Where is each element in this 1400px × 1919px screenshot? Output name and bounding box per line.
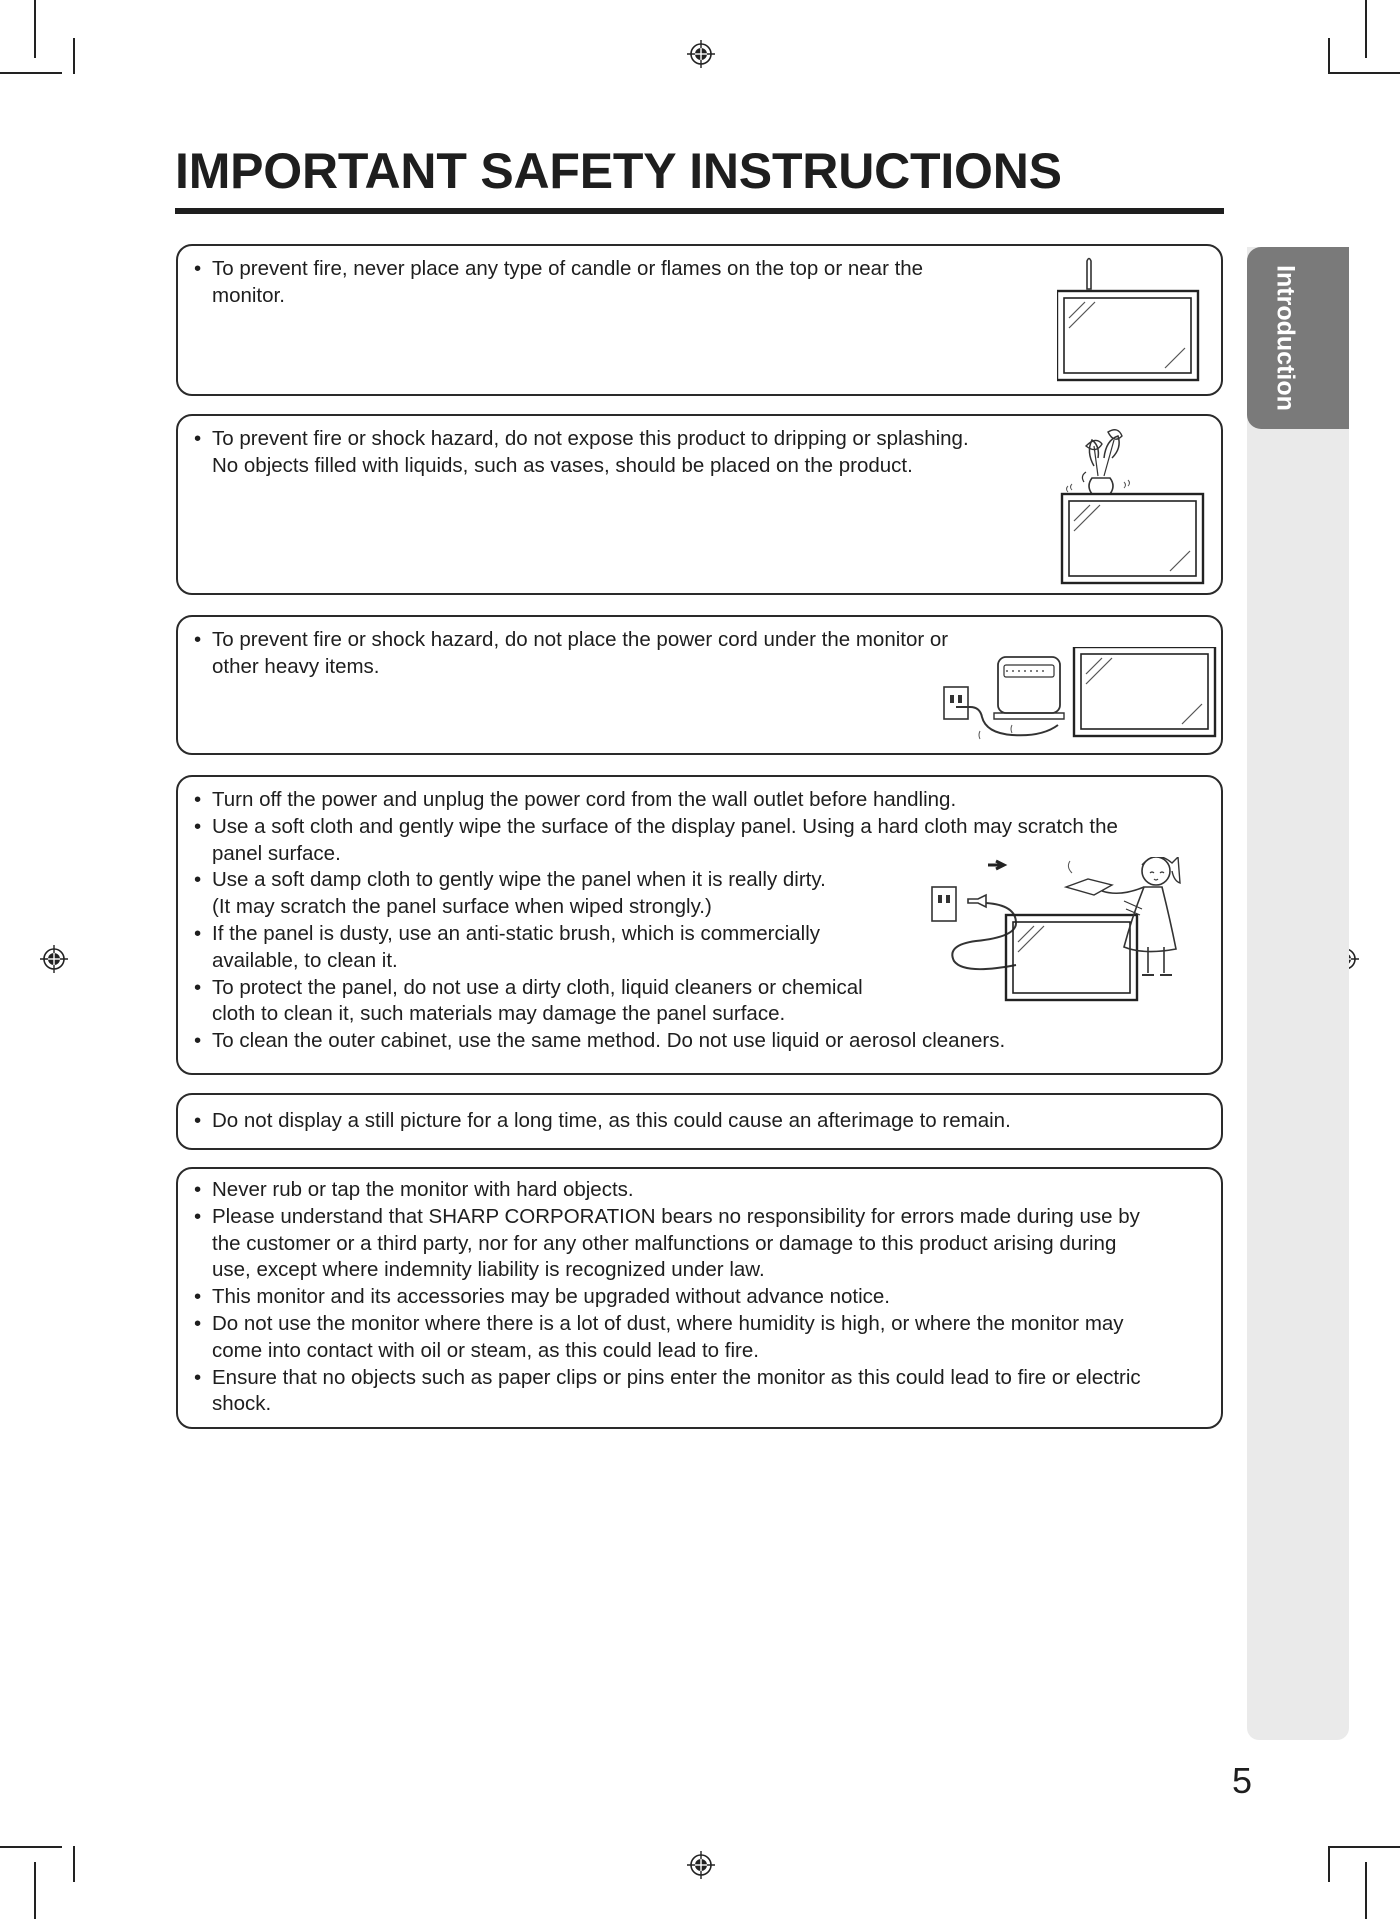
crop-mark bbox=[34, 0, 36, 58]
bullet-item bbox=[190, 1365, 1141, 1419]
instruction-box bbox=[176, 1167, 1223, 1429]
bullet-list bbox=[190, 627, 948, 681]
text-line: cloth to clean it, such materials may damage the panel surface. bbox=[212, 1002, 786, 1026]
bullet-item bbox=[190, 1108, 1011, 1135]
text-line: • To prevent fire or shock hazard, do not expose this product to dripping or splashing. bbox=[212, 427, 969, 450]
text-line: • To prevent fire or shock hazard, do not place the power cord under the monitor or bbox=[212, 628, 949, 651]
bullet-item bbox=[190, 1204, 1141, 1284]
text-line: • To protect the panel, do not use a dirty cloth, liquid cleaners or chemical bbox=[212, 975, 863, 999]
vase-on-monitor-icon bbox=[1046, 426, 1221, 591]
text-line: • Use a soft damp cloth to gently wipe the panel when it is really dirty. bbox=[212, 868, 826, 892]
bullet-item bbox=[190, 256, 923, 310]
crop-mark bbox=[73, 38, 75, 74]
section-tab-label: Introduction bbox=[1271, 265, 1300, 411]
registration-mark-icon bbox=[39, 944, 69, 974]
instruction-box bbox=[176, 244, 1223, 396]
text-line: No objects filled with liquids, such as vases, should be placed on the product. bbox=[212, 453, 913, 477]
woman-cleaning-monitor-icon bbox=[926, 857, 1211, 1007]
text-line: come into contact with oil or steam, as this could lead to fire. bbox=[212, 1338, 759, 1362]
crop-mark bbox=[1328, 1846, 1330, 1882]
text-line: • To prevent fire, never place any type of candle or flames on the top or near the bbox=[212, 257, 924, 280]
crop-mark bbox=[73, 1846, 75, 1882]
text-line: other heavy items. bbox=[212, 654, 380, 678]
text-line: shock. bbox=[212, 1392, 272, 1416]
text-line: • Never rub or tap the monitor with hard objects. bbox=[212, 1178, 634, 1201]
page-title: IMPORTANT SAFETY INSTRUCTIONS bbox=[175, 143, 1062, 199]
crop-mark bbox=[34, 1862, 36, 1919]
registration-mark-icon bbox=[686, 1850, 716, 1880]
text-line: • This monitor and its accessories may be upgraded without advance notice. bbox=[212, 1285, 891, 1309]
crop-mark bbox=[0, 1846, 62, 1848]
instruction-box bbox=[176, 615, 1223, 755]
bullet-item bbox=[190, 627, 948, 681]
bullet-item bbox=[190, 1311, 1141, 1365]
bullet-list bbox=[190, 426, 969, 480]
instruction-box bbox=[176, 775, 1223, 1075]
instruction-box bbox=[176, 414, 1223, 595]
bullet-list bbox=[190, 1108, 1011, 1135]
text-line: monitor. bbox=[212, 283, 285, 307]
crop-mark bbox=[1328, 1846, 1400, 1848]
bullet-list bbox=[190, 256, 923, 310]
text-line: the customer or a third party, nor for any other malfunctions or damage to this product arising during bbox=[212, 1231, 1117, 1255]
crop-mark bbox=[0, 72, 62, 74]
candle-on-monitor-icon bbox=[1057, 256, 1217, 384]
text-line: • Turn off the power and unplug the power cord from the wall outlet before handling. bbox=[212, 788, 957, 811]
crop-mark bbox=[1328, 72, 1400, 74]
power-cord-under-heater-icon bbox=[938, 647, 1218, 747]
crop-mark bbox=[1365, 1862, 1367, 1919]
text-line: • Use a soft cloth and gently wipe the surface of the display panel. Using a hard cloth may scratch the bbox=[212, 814, 1118, 838]
registration-mark-icon bbox=[686, 39, 716, 69]
text-line: • Do not use the monitor where there is a lot of dust, where humidity is high, or where the monitor may bbox=[212, 1311, 1124, 1335]
bullet-item bbox=[190, 1284, 1141, 1311]
page-number: 5 bbox=[1232, 1760, 1253, 1801]
text-line: use, except where indemnity liability is recognized under law. bbox=[212, 1258, 765, 1282]
bullet-list bbox=[190, 1177, 1141, 1418]
text-line: • Do not display a still picture for a long time, as this could cause an afterimage to remain. bbox=[212, 1109, 1011, 1132]
text-line: panel surface. bbox=[212, 841, 341, 865]
bullet-item bbox=[190, 1028, 1118, 1055]
instruction-box bbox=[176, 1093, 1223, 1150]
title-underline bbox=[175, 208, 1224, 214]
text-line: • If the panel is dusty, use an anti-static brush, which is commercially bbox=[212, 921, 821, 945]
bullet-item bbox=[190, 426, 969, 480]
crop-mark bbox=[1365, 0, 1367, 58]
side-band bbox=[1247, 247, 1349, 1740]
crop-mark bbox=[1328, 38, 1330, 74]
bullet-item bbox=[190, 1177, 1141, 1204]
text-line: • Please understand that SHARP CORPORATION bears no responsibility for errors made during use by bbox=[212, 1204, 1140, 1228]
text-line: • To clean the outer cabinet, use the same method. Do not use liquid or aerosol cleaners. bbox=[212, 1029, 1006, 1053]
text-line: available, to clean it. bbox=[212, 948, 398, 972]
text-line: (It may scratch the panel surface when wiped strongly.) bbox=[212, 895, 712, 919]
text-line: • Ensure that no objects such as paper clips or pins enter the monitor as this could lead to fire or electric bbox=[212, 1365, 1141, 1389]
bullet-item bbox=[190, 787, 1118, 814]
